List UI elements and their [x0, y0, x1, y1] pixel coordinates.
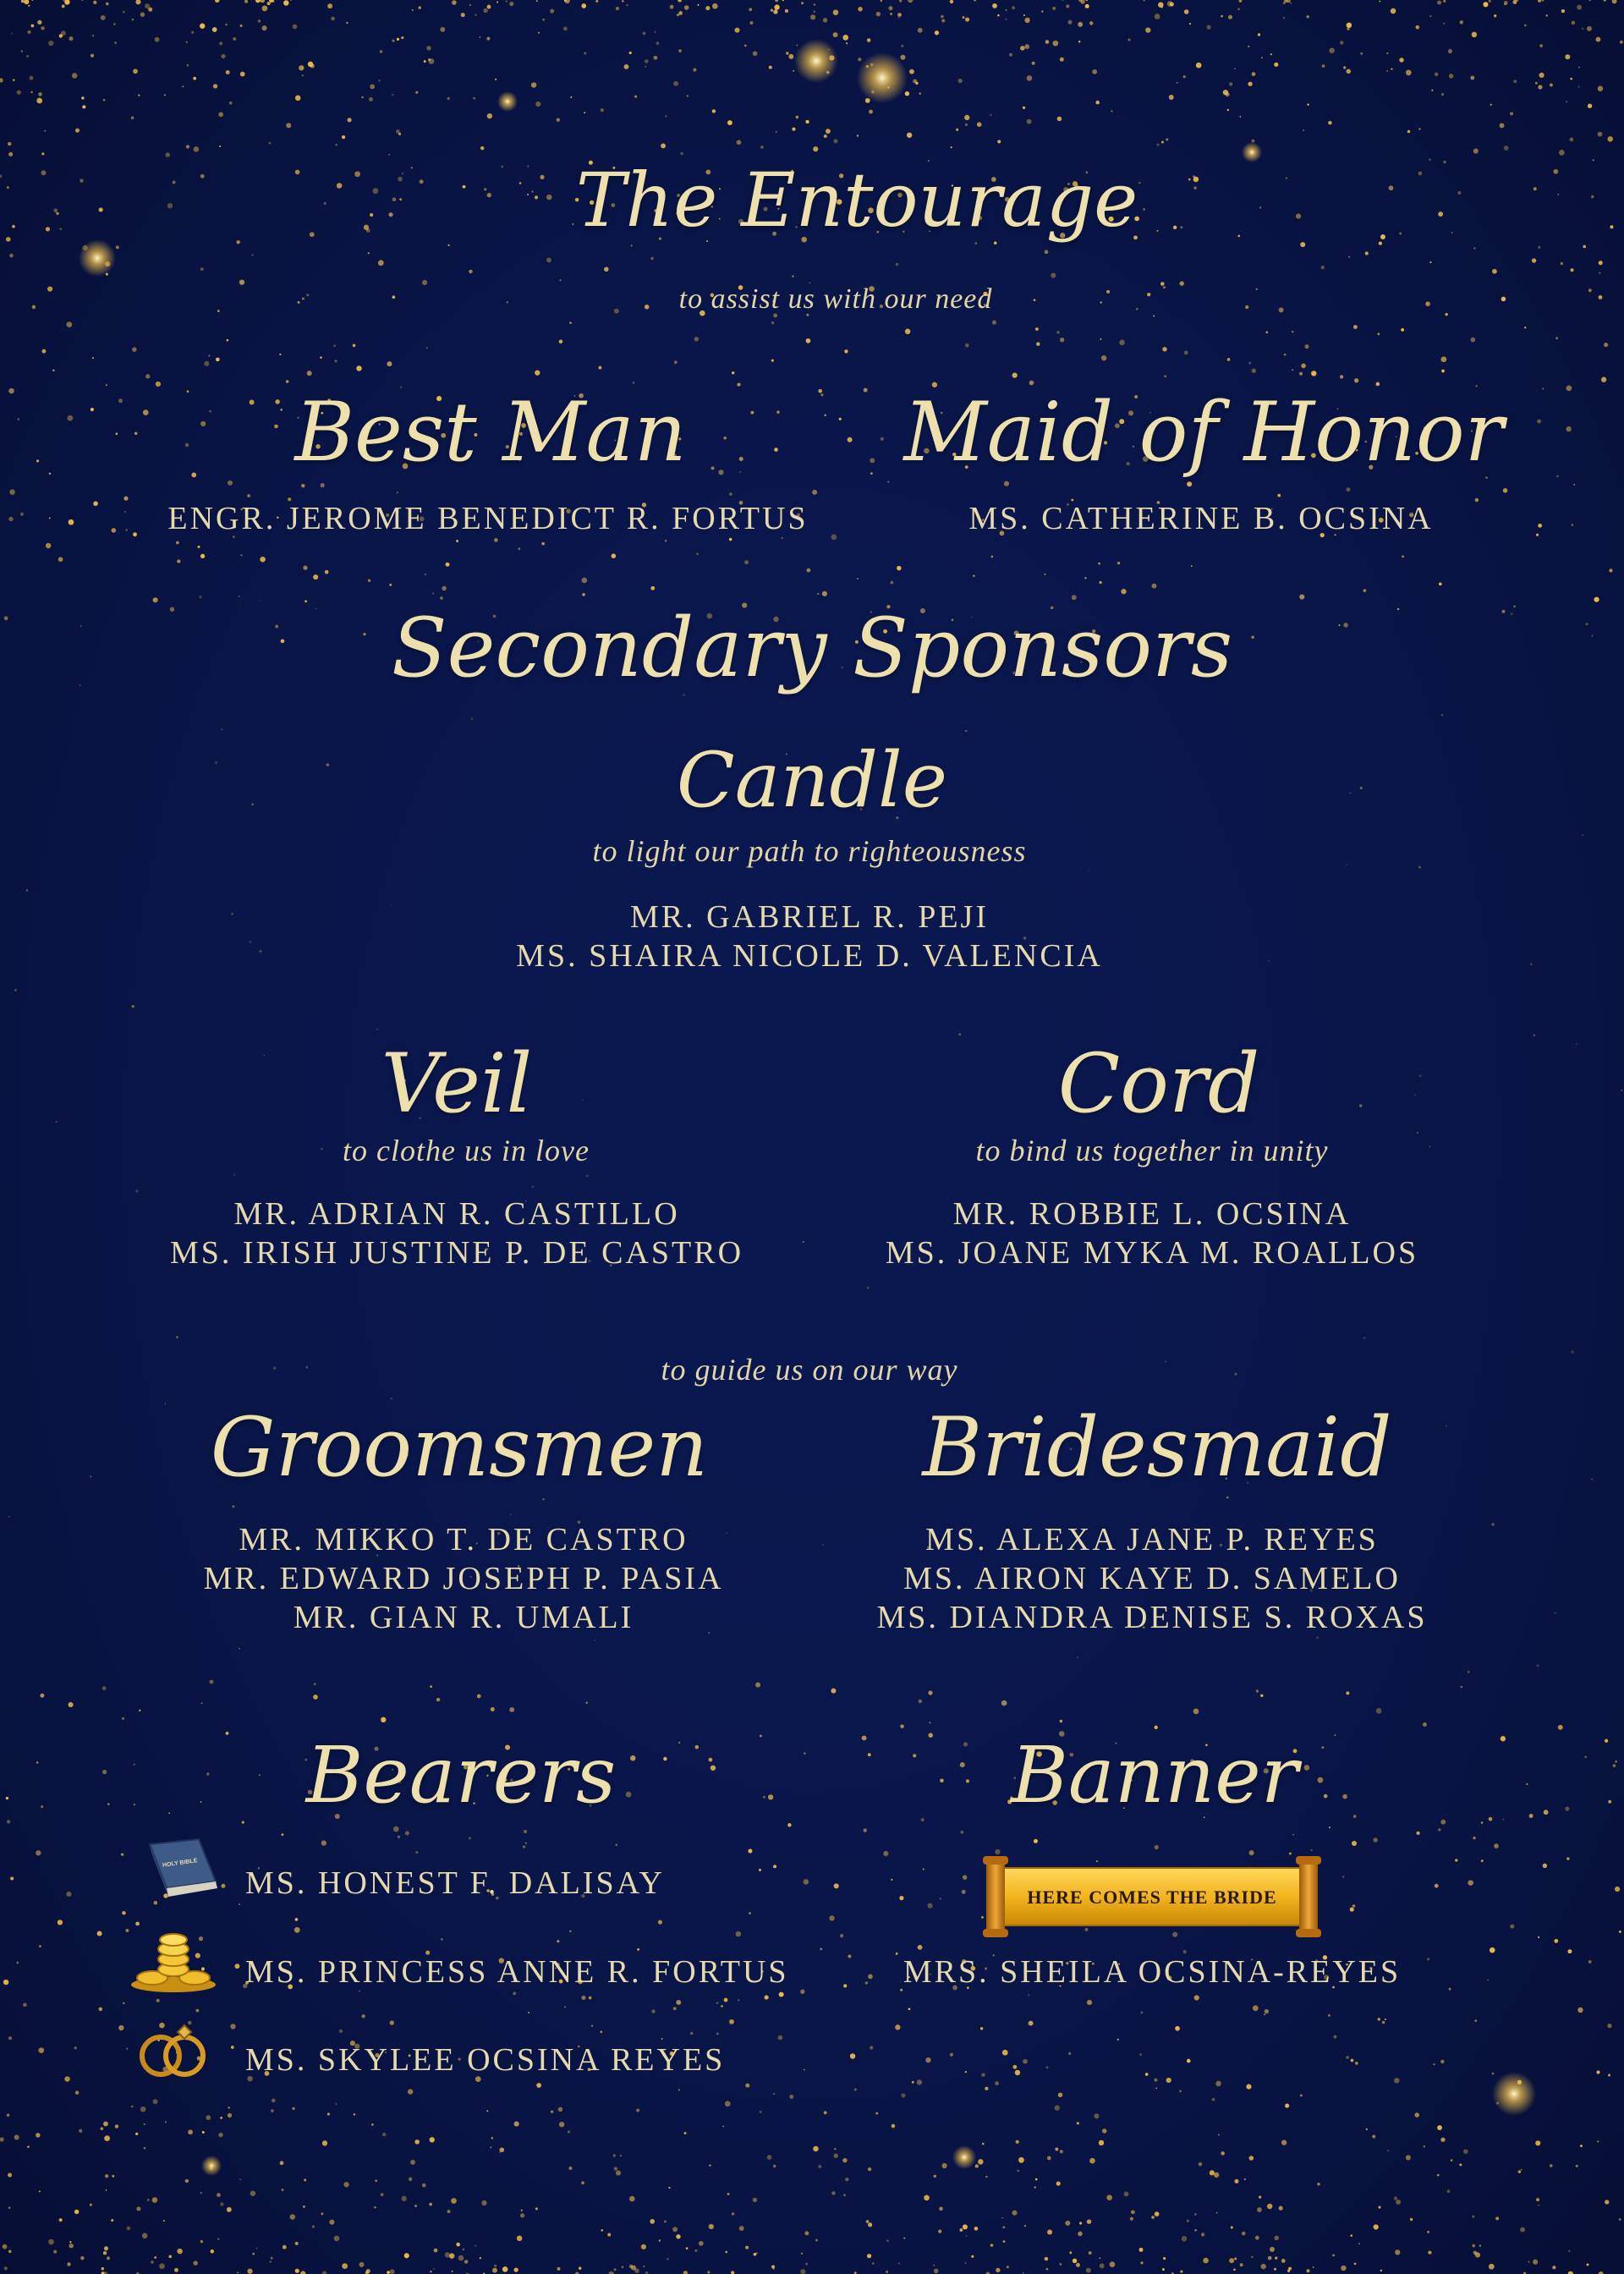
cord-name: MS. JOANE MYKA M. ROALLOS	[885, 1235, 1419, 1271]
banner-text: HERE COMES THE BRIDE	[1027, 1887, 1277, 1908]
candle-names	[516, 898, 1103, 975]
banner-heading: Banner	[1011, 1730, 1298, 1821]
cord-subtitle: to bind us together in unity	[975, 1134, 1329, 1167]
veil-names	[170, 1195, 743, 1272]
candle-subtitle: to light our path to righteousness	[592, 834, 1027, 868]
groomsman-name: MR. MIKKO T. DE CASTRO	[239, 1522, 689, 1557]
bridesmaid-names	[876, 1520, 1427, 1637]
page-subtitle: to assist us with our need	[678, 283, 993, 315]
banner-scroll	[981, 1856, 1323, 1937]
bridesmaid-name: MS. ALEXA JANE P. REYES	[925, 1522, 1379, 1557]
bridesmaid-heading: Bridesmaid	[922, 1400, 1392, 1495]
banner-names	[903, 1953, 1401, 1991]
veil-name: MS. IRISH JUSTINE P. DE CASTRO	[169, 1235, 744, 1271]
bearers-heading: Bearers	[305, 1730, 617, 1821]
maid-of-honor-names	[968, 499, 1433, 538]
secondary-sponsors-heading: Secondary Sponsors	[391, 601, 1233, 695]
best-man-names	[167, 499, 808, 538]
candle-name: MR. GABRIEL R. PEJI	[629, 899, 989, 935]
veil-name: MR. ADRIAN R. CASTILLO	[233, 1196, 680, 1232]
veil-subtitle: to clothe us in love	[343, 1134, 590, 1167]
bridesmaid-name: MS. AIRON KAYE D. SAMELO	[903, 1561, 1401, 1596]
bible-label: HOLY BIBLE	[162, 1858, 198, 1869]
maid-of-honor-heading: Maid of Honor	[903, 385, 1504, 480]
bridesmaid-name: MS. DIANDRA DENISE S. ROXAS	[876, 1600, 1428, 1635]
groomsmen-heading: Groomsmen	[210, 1400, 709, 1495]
page-title: The Entourage	[575, 157, 1138, 244]
bible-icon	[140, 1837, 224, 1905]
cord-names	[886, 1195, 1418, 1272]
best-man-name: ENGR. JEROME BENEDICT R. FORTUS	[167, 501, 809, 536]
veil-heading: Veil	[381, 1036, 533, 1131]
candle-name: MS. SHAIRA NICOLE D. VALENCIA	[516, 938, 1103, 974]
candle-heading: Candle	[676, 736, 948, 825]
coins-icon	[127, 1929, 220, 1997]
groomsmen-names	[203, 1520, 723, 1637]
attendants-subtitle: to guide us on our way	[661, 1353, 958, 1387]
cord-heading: Cord	[1057, 1036, 1260, 1131]
groomsman-name: MR. EDWARD JOSEPH P. PASIA	[203, 1561, 724, 1596]
best-man-heading: Best Man	[294, 385, 687, 480]
bearer-name-bible: MS. HONEST F. DALISAY	[245, 1865, 665, 1901]
bearer-name-rings: MS. SKYLEE OCSINA REYES	[245, 2042, 726, 2078]
rings-icon	[127, 2013, 220, 2081]
cord-name: MR. ROBBIE L. OCSINA	[952, 1196, 1352, 1232]
banner-name: MRS. SHEILA OCSINA-REYES	[903, 1954, 1402, 1990]
bearer-name-coins: MS. PRINCESS ANNE R. FORTUS	[245, 1954, 789, 1990]
groomsman-name: MR. GIAN R. UMALI	[293, 1600, 634, 1635]
maid-of-honor-name: MS. CATHERINE B. OCSINA	[968, 501, 1434, 536]
